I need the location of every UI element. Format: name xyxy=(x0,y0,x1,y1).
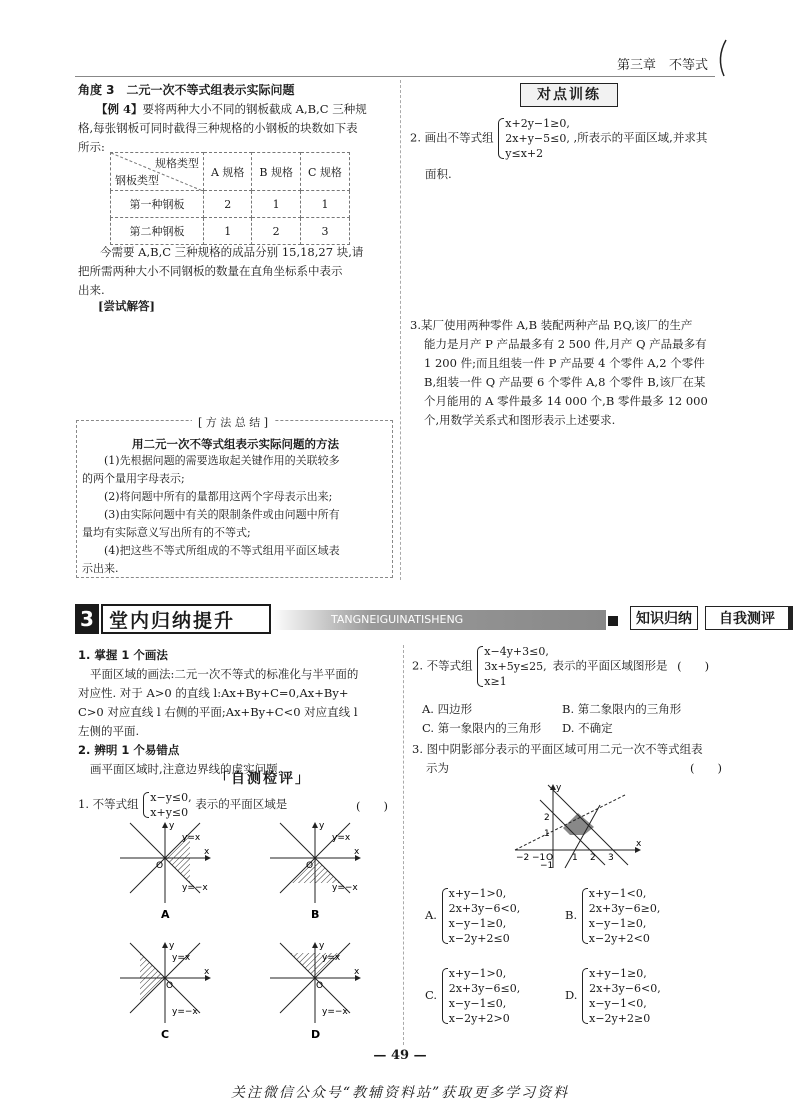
banner-tab-selftest: 自我测评 xyxy=(705,606,793,630)
choice-D: D. x+y−1≥0, 2x+3y−6<0, x−y−1<0, x−2y+2≥0 xyxy=(565,967,661,1025)
graph-label-A: A xyxy=(161,908,170,921)
table-header: C 规格 xyxy=(300,153,349,191)
table-cell: 3 xyxy=(300,218,349,245)
corner-top: 规格类型 xyxy=(155,157,199,170)
graph-C-origin: O xyxy=(166,981,174,991)
q2b-system: x−4y+3≤0, 3x+5y≤25, x≥1 xyxy=(476,644,549,689)
graph-B-line1: y=x xyxy=(332,833,351,843)
choice-B: B. x+y−1<0, 2x+3y−6≥0, x−y−1≥0, x−2y+2<0 xyxy=(565,887,661,945)
method-line: 的两个量用字母表示; xyxy=(82,472,185,485)
method-lines xyxy=(82,452,387,578)
graph-D-origin: O xyxy=(316,981,324,991)
q2-post: ,所表示的平面区域,并求其 xyxy=(573,130,708,145)
selftest-graphs xyxy=(100,818,400,1058)
method-title: 用二元一次不等式组表示实际问题的方法 xyxy=(132,437,339,451)
question-2 xyxy=(410,116,730,161)
method-line: (3)由实际问题中有关的限制条件或由问题中所有 xyxy=(104,508,340,521)
example-line-3: 所示: xyxy=(78,140,105,154)
q3b-paren: ( ) xyxy=(690,761,722,775)
graph-B-axis-y: y xyxy=(319,821,325,831)
footer-note: 关注微信公众号“教辅资料站”获取更多学习资料 xyxy=(230,1085,570,1101)
fig-xtick: 2 xyxy=(590,853,596,863)
header-curl xyxy=(712,38,732,78)
method-line: 示出来. xyxy=(82,562,119,575)
graph-A-axis-y: y xyxy=(169,821,175,831)
fig-ytick: 2 xyxy=(544,813,550,823)
chapter-header: 第三章 不等式 xyxy=(616,58,708,73)
q2-tail: 面积. xyxy=(425,167,452,181)
table-header: A 规格 xyxy=(204,153,252,191)
after-line-3: 出来. xyxy=(78,283,105,297)
selftest-title: 「自测检评」 xyxy=(215,771,311,787)
page-number: — 49 — xyxy=(373,1048,427,1063)
graph-D-axis-x: x xyxy=(354,967,360,977)
banner-tab-knowledge: 知识归纳 xyxy=(630,606,698,630)
example-tag: 【例 4】 xyxy=(96,102,143,116)
corner-bottom: 钢板类型 xyxy=(115,174,159,187)
q2-pre: 画出不等式组 xyxy=(424,130,494,145)
fig-xtick: −1 xyxy=(532,853,546,863)
selftest-q1: 1. 不等式组 x−y≤0, x+y≤0 表示的平面区域是 ( ) xyxy=(78,791,388,819)
graph-label-B: B xyxy=(311,908,320,921)
q2-system: x+2y−1≥0, 2x+y−5≤0, y≤x+2 xyxy=(497,116,570,161)
angle-title: 角度 3 二元一次不等式组表示实际问题 xyxy=(78,83,295,97)
method-line: (2)将问题中所有的量都用这两个字母表示出来; xyxy=(104,490,333,503)
summary-heading-1: 1. 掌握 1 个画法 xyxy=(78,648,168,662)
section-banner xyxy=(75,604,775,634)
method-tag: [ 方 法 总 结 ] xyxy=(192,414,274,430)
graph-C-line2: y=−x xyxy=(172,1007,198,1017)
table-cell: 2 xyxy=(252,218,301,245)
fig-xtick: 1 xyxy=(572,853,578,863)
graph-A-line2: y=−x xyxy=(182,883,208,893)
example-line-1: 要将两种大小不同的钢板截成 A,B,C 三种规 xyxy=(142,102,367,116)
banner-title: 堂内归纳提升 xyxy=(101,604,271,634)
after-line-2: 把所需两种大小不同钢板的数量在直角坐标系中表示 xyxy=(78,264,343,278)
graph-B-origin: O xyxy=(306,861,314,871)
graph-B-line2: y=−x xyxy=(332,883,358,893)
summary-block: 1. 掌握 1 个画法 平面区域的画法:二元一次不等式的标准化与半平面的 对应性. 对于 A>0 的直线 l:Ax+By+C=0,Ax+By+ C>0 对应直线 l 右侧的平面;Ax+By+C<0 对应直线 l 左侧的平面. 2. 辨明 1 个易错点 画平面区域时,注意边界线的虚实问题. xyxy=(78,646,398,779)
method-line: (4)把这些不等式所组成的不等式组用平面区域表 xyxy=(104,544,340,557)
column-divider-bottom xyxy=(403,645,404,1045)
fig-x: x xyxy=(636,839,642,849)
table-cell: 第二种钢板 xyxy=(111,218,204,245)
table-cell: 1 xyxy=(300,191,349,218)
table-cell: 1 xyxy=(204,218,252,245)
graph-label-C: C xyxy=(161,1028,170,1041)
fig-xtick: O xyxy=(546,853,554,863)
example-continuation xyxy=(78,243,393,300)
question-3b: 3. 图中阴影部分表示的平面区域可用二元一次不等式组表 示为 xyxy=(412,742,703,775)
example-line-2: 格,每张钢板可同时截得三种规格的小钢板的块数如下表 xyxy=(78,121,358,135)
table-cell: 1 xyxy=(252,191,301,218)
graph-A-line1: y=x xyxy=(182,833,201,843)
graph-A-origin: O xyxy=(156,861,164,871)
q2-number: 2. xyxy=(410,130,421,145)
example-block xyxy=(78,100,393,157)
fig-ytick: −1 xyxy=(540,861,554,870)
method-line: 量均有实际意义写出所有的不等式; xyxy=(82,526,251,539)
banner-number: 3 xyxy=(75,604,99,634)
method-line: (1)先根据问题的需要选取起关键作用的关联较多 xyxy=(104,454,340,467)
section-title-box xyxy=(520,83,618,107)
graph-C-line1: y=x xyxy=(172,953,191,963)
graph-D-axis-y: y xyxy=(319,941,325,951)
after-line-1: 今需要 A,B,C 三种规格的成品分别 15,18,27 块,请 xyxy=(100,245,364,259)
summary-heading-2: 2. 辨明 1 个易错点 xyxy=(78,743,180,757)
try-answer-label: [尝试解答] xyxy=(98,299,155,313)
graph-A-axis-x: x xyxy=(204,847,210,857)
fig-xtick: 3 xyxy=(608,853,614,863)
banner-square xyxy=(608,616,618,626)
graph-C-axis-y: y xyxy=(169,941,175,951)
graph-D-line2: y=−x xyxy=(322,1007,348,1017)
choice-A: A. x+y−1>0, 2x+3y−6<0, x−y−1≥0, x−2y+2≤0 xyxy=(425,887,521,945)
question-3: 3.某厂使用两种零件 A,B 装配两种产品 P,Q,该厂的生产 能力是月产 P 产品最多有 2 500 件,月产 Q 产品最多有 1 200 件;而且组装一件 P 产品要 4 个零件 A,2 个零件 B,组装一件 Q 产品要 6 个零件 A,8 个零件 B,该厂在某 个月能用的 A 零件最多 14 000 个,B 零件最多 12 000 个,用数学关系式和图形表示上述要求. xyxy=(410,318,708,427)
graph-D-line1: y=x xyxy=(322,953,341,963)
q1-system: x−y≤0, x+y≤0 xyxy=(142,790,191,820)
choice-C: C. x+y−1>0, 2x+3y−6≤0, x−y−1≤0, x−2y+2>0 xyxy=(425,967,521,1025)
q3-figure xyxy=(510,780,650,870)
fig-xtick: −2 xyxy=(516,853,530,863)
fig-ytick: 1 xyxy=(544,829,550,839)
banner-pinyin: TANGNEIGUINATISHENG xyxy=(271,610,606,630)
spec-table xyxy=(110,152,350,245)
column-divider xyxy=(400,80,401,580)
table-cell: 2 xyxy=(204,191,252,218)
graph-label-D: D xyxy=(311,1028,321,1041)
table-header: B 规格 xyxy=(252,153,301,191)
fig-y: y xyxy=(556,783,562,793)
table-row xyxy=(111,218,350,245)
section-title: 对点训练 xyxy=(537,87,601,103)
table-cell: 第一种钢板 xyxy=(111,191,204,218)
table-corner xyxy=(111,153,204,191)
header-rule xyxy=(75,76,715,77)
q2b-options: A. 四边形 B. 第二象限内的三角形 C. 第一象限内的三角形 D. 不确定 xyxy=(422,702,682,735)
graph-B-axis-x: x xyxy=(354,847,360,857)
question-2b: 2. 不等式组 x−4y+3≤0, 3x+5y≤25, x≥1 表示的平面区域图形是 ( ) xyxy=(412,645,710,688)
graph-C-axis-x: x xyxy=(204,967,210,977)
table-row xyxy=(111,191,350,218)
